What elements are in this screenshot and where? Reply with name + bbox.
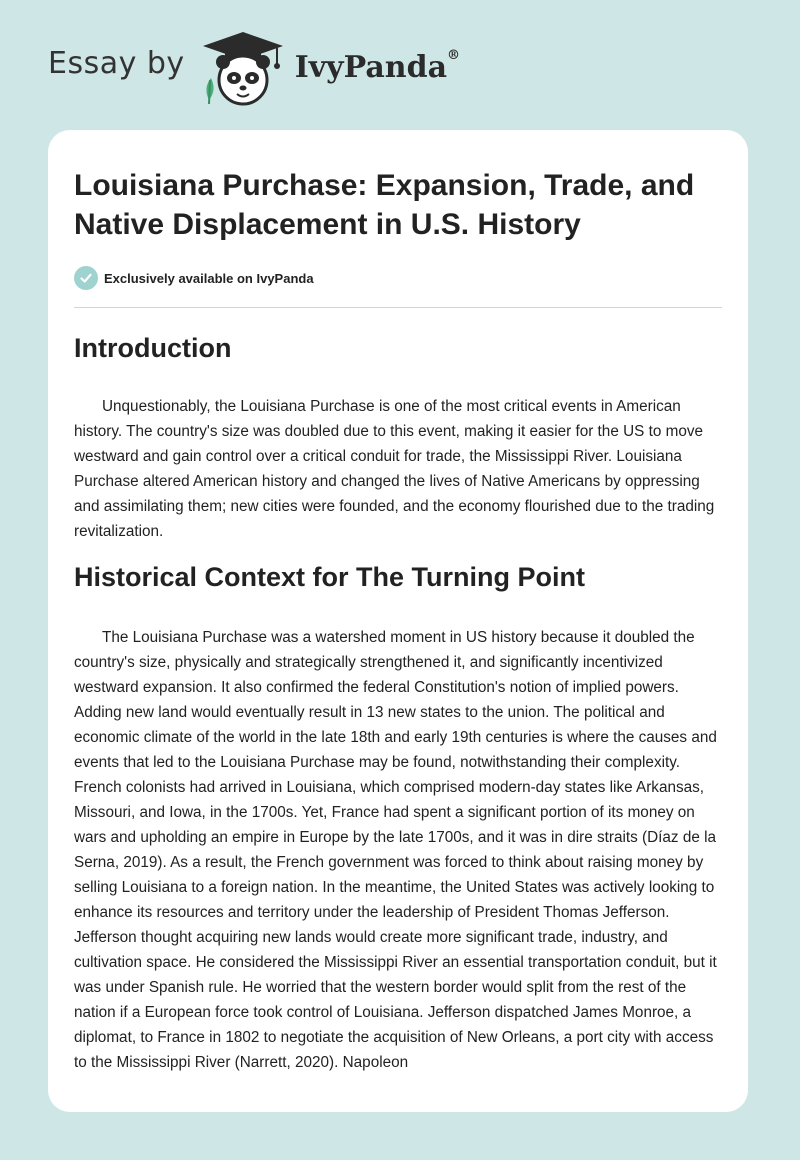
check-icon xyxy=(74,266,98,290)
site-header xyxy=(48,28,460,108)
brand-name: IvyPanda® xyxy=(294,47,461,85)
exclusive-label: Exclusively available on IvyPanda xyxy=(104,270,314,286)
divider xyxy=(74,307,722,308)
section-heading-introduction: Introduction xyxy=(74,333,232,363)
exclusive-badge xyxy=(74,266,722,290)
section-heading-historical-context: Historical Context for The Turning Point xyxy=(74,562,585,592)
essay-card xyxy=(48,130,748,1112)
essay-by-label: Essay by xyxy=(48,45,185,81)
essay-title: Louisiana Purchase: Expansion, Trade, and Native Displacement in U.S. History xyxy=(74,169,695,241)
ivypanda-logo[interactable] xyxy=(199,28,460,108)
section-body-historical-context: The Louisiana Purchase was a watershed moment in US history because it doubled the country's size, physically and strategically strengthened it, and significantly incentivized westward expansion. It also confirmed the federal Constitution's notion of implied powers. Adding new land would eventually result in 13 new states to the union. The political and economic climate of the world in the late 18th and early 19th centuries is where the causes and events that led to the Louisiana Purchase may be found, notwithstanding their complexity. French colonists had arrived in Louisiana, which comprised modern-day states like Arkansas, Missouri, and Iowa, in the 1700s. Yet, France had spent a significant portion of its money on wars and upholding an empire in Europe by the late 1700s, and it was in dire straits (Díaz de la Serna, 2019). As a result, the French government was forced to think about raising money by selling Louisiana to a foreign nation. In the meantime, the United States was actively looking to enhance its resources and territory under the leadership of President Thomas Jefferson. Jefferson thought acquiring new lands would create more significant trade, industry, and cultivation space. He considered the Mississippi River an essential transportation conduit, but it was under Spanish rule. He worried that the western border would split from the rest of the nation if a European force took control of Louisiana. Jefferson dispatched James Monroe, a diplomat, to France in 1802 to negotiate the acquisition of New Orleans, a port city with access to the Mississippi River (Narrett, 2020). Napoleon xyxy=(74,629,717,1071)
panda-mascot-icon xyxy=(199,28,287,108)
section-body-introduction: Unquestionably, the Louisiana Purchase is one of the most critical events in American history. The country's size was doubled due to this event, making it easier for the US to move westward and gain control over a critical conduit for trade, the Mississippi River. Louisiana Purchase altered American history and changed the lives of Native Americans by oppressing and assimilating them; new cities were founded, and the economy flourished due to the trading revitalization. xyxy=(74,398,715,540)
